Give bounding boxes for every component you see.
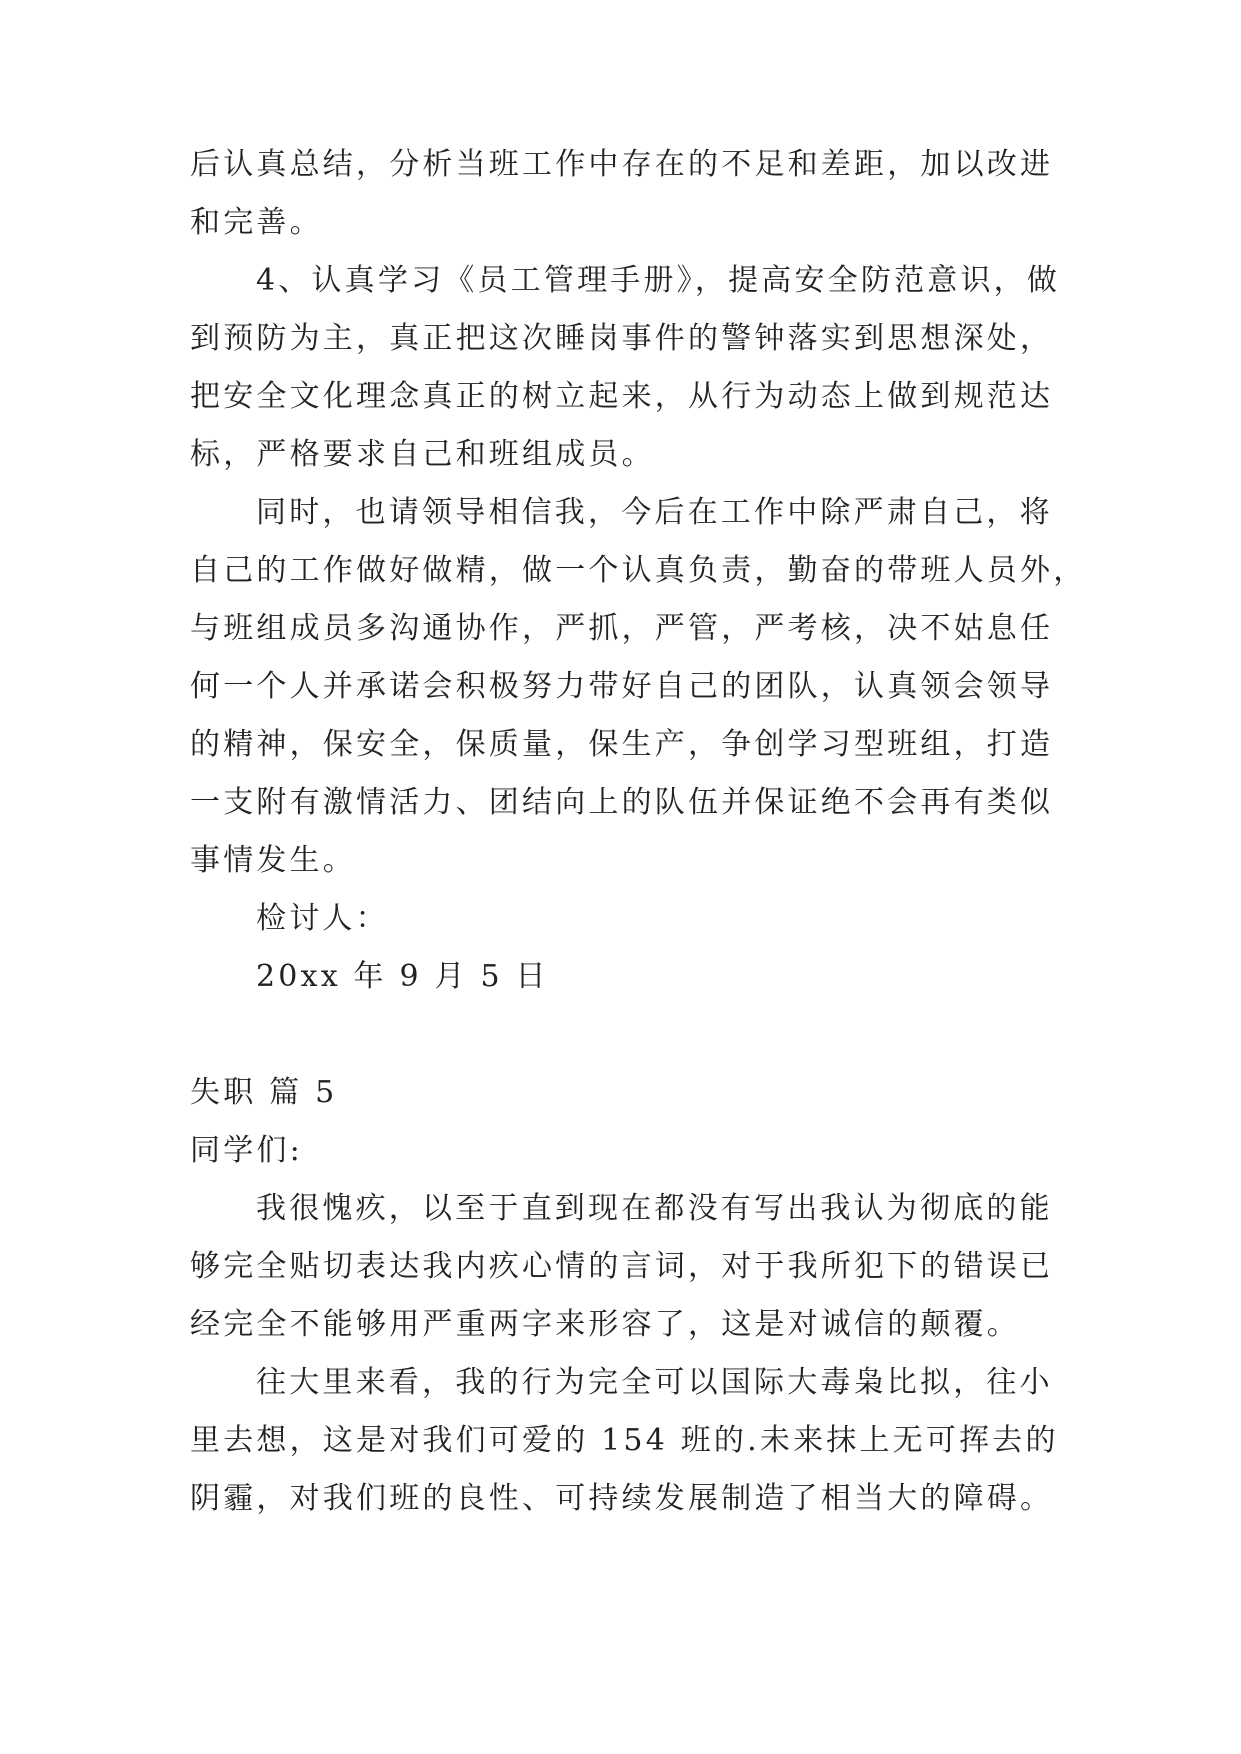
paragraph-apology <box>190 1180 1070 1354</box>
section-title: 失职 篇 5 <box>190 1075 338 1110</box>
text-line: 阴霾，对我们班的良性、可持续发展制造了相当大的障碍。 <box>190 1481 1054 1516</box>
text-line: 标，严格要求自己和班组成员。 <box>190 437 655 472</box>
text-line: 一支附有激情活力、团结向上的队伍并保证绝不会再有类似 <box>190 785 1054 820</box>
signature-block <box>190 890 1070 1006</box>
text-line: 与班组成员多沟通协作，严抓，严管，严考核，决不姑息任 <box>190 611 1054 646</box>
text-line: 同时，也请领导相信我，今后在工作中除严肃自己，将 <box>256 495 1053 530</box>
text-line: 的精神，保安全，保质量，保生产，争创学习型班组，打造 <box>190 727 1054 762</box>
text-line: 里去想，这是对我们可爱的 154 班的.未来抹上无可挥去的 <box>190 1423 1059 1458</box>
salutation: 同学们: <box>190 1133 303 1168</box>
text-line: 和完善。 <box>190 205 323 240</box>
text-line: 自己的工作做好做精，做一个认真负责，勤奋的带班人员外， <box>190 553 1087 588</box>
text-line: 何一个人并承诺会积极努力带好自己的团队，认真领会领导 <box>190 669 1054 704</box>
text-line: 后认真总结，分析当班工作中存在的不足和差距，加以改进 <box>190 147 1054 182</box>
text-line: 往大里来看，我的行为完全可以国际大毒枭比拟，往小 <box>256 1365 1053 1400</box>
paragraph-commitment <box>190 484 1087 890</box>
paragraph-item-4 <box>190 252 1070 484</box>
text-line: 把安全文化理念真正的树立起来，从行为动态上做到规范达 <box>190 379 1054 414</box>
text-line: 我很愧疚，以至于直到现在都没有写出我认为彻底的能 <box>256 1191 1053 1226</box>
paragraph-continuation <box>190 136 1070 252</box>
signature-label: 检讨人： <box>256 901 389 936</box>
paragraph-reflection <box>190 1354 1070 1528</box>
text-line: 到预防为主，真正把这次睡岗事件的警钟落实到思想深处， <box>190 321 1054 356</box>
signature-date: 20xx 年 9 月 5 日 <box>256 959 549 994</box>
text-line: 4、认真学习《员工管理手册》，提高安全防范意识，做 <box>256 263 1061 298</box>
text-line: 够完全贴切表达我内疚心情的言词，对于我所犯下的错误已 <box>190 1249 1054 1284</box>
text-line: 经完全不能够用严重两字来形容了，这是对诚信的颠覆。 <box>190 1307 1020 1342</box>
text-line: 事情发生。 <box>190 843 356 878</box>
